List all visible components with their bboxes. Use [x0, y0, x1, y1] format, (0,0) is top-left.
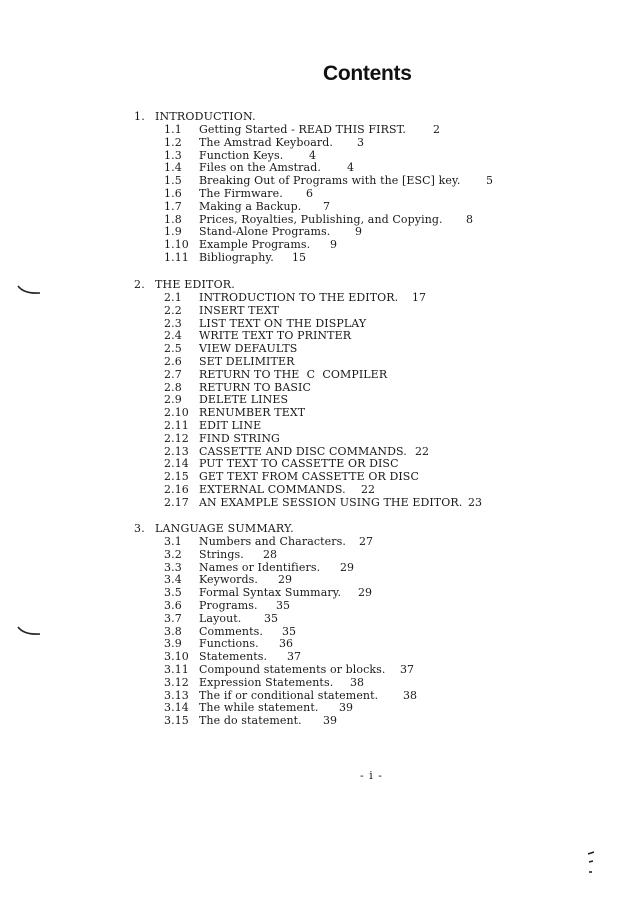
entry-title: RETURN TO THE C COMPILER	[199, 367, 388, 381]
toc-entry	[0, 419, 633, 432]
entry-page-number: 36	[279, 637, 293, 651]
entry-number: 1.2	[164, 135, 182, 149]
toc-entry	[0, 406, 633, 419]
toc-entry	[0, 304, 633, 317]
entry-title: Compound statements or blocks.	[199, 663, 386, 676]
entry-page-number: 37	[287, 650, 301, 664]
entry-page-number: 4	[347, 161, 354, 175]
toc-entry	[0, 483, 633, 496]
section-title: THE EDITOR.	[155, 278, 235, 291]
toc-entry	[0, 317, 633, 330]
toc-entry	[0, 650, 633, 663]
entry-number: 2.13	[164, 444, 189, 458]
entry-number: 3.10	[164, 650, 189, 664]
entry-number: 2.10	[164, 406, 189, 420]
entry-page-number: 29	[340, 560, 354, 574]
entry-number: 2.12	[164, 431, 189, 445]
section-title: INTRODUCTION.	[155, 110, 256, 123]
entry-title: Prices, Royalties, Publishing, and Copying.	[199, 212, 443, 226]
section-number: 1.	[134, 110, 145, 123]
entry-title: Bibliography.	[199, 251, 274, 264]
entry-page-number: 15	[292, 251, 306, 264]
entry-page-number: 35	[264, 611, 278, 625]
entry-page-number: 29	[358, 586, 372, 600]
entry-page-number: 39	[323, 714, 337, 728]
page-title: Contents	[323, 62, 412, 85]
entry-title: EDIT LINE	[199, 419, 262, 432]
entry-title: Layout.	[199, 611, 242, 625]
entry-title: Formal Syntax Summary.	[199, 586, 342, 600]
entry-number: 1.6	[164, 187, 182, 200]
entry-number: 2.15	[164, 470, 189, 484]
toc-entry	[0, 225, 633, 238]
entry-page-number: 23	[468, 495, 482, 509]
entry-number: 3.12	[164, 675, 189, 689]
entry-page-number: 38	[350, 675, 364, 689]
entry-number: 3.14	[164, 701, 189, 715]
binder-mark-icon	[16, 284, 42, 296]
entry-page-number: 2	[433, 123, 440, 136]
entry-number: 3.7	[164, 611, 182, 625]
entry-number: 2.16	[164, 483, 189, 496]
toc-entry	[0, 535, 633, 548]
entry-title: VIEW DEFAULTS	[199, 342, 298, 356]
entry-page-number: 4	[309, 148, 316, 162]
entry-number: 2.6	[164, 355, 182, 368]
toc-entry	[0, 470, 633, 483]
entry-title: Keywords.	[199, 573, 259, 587]
toc-entry	[0, 663, 633, 676]
entry-page-number: 9	[330, 238, 337, 252]
entry-title: The do statement.	[199, 714, 302, 728]
entry-page-number: 38	[403, 688, 417, 702]
toc-entry	[0, 599, 633, 612]
entry-title: Files on the Amstrad.	[199, 161, 321, 175]
section-number: 3.	[134, 522, 145, 535]
entry-title: Numbers and Characters.	[199, 535, 346, 548]
toc-entry	[0, 612, 633, 625]
entry-page-number: 35	[282, 624, 296, 638]
entry-title: Programs.	[199, 599, 258, 612]
entry-title: Example Programs.	[199, 238, 311, 252]
entry-number: 2.1	[164, 291, 182, 304]
toc-entry	[0, 161, 633, 174]
toc-entry	[0, 251, 633, 264]
toc-entry	[0, 637, 633, 650]
entry-title: PUT TEXT TO CASSETTE OR DISC	[199, 457, 399, 471]
toc-entry	[0, 714, 633, 727]
entry-page-number: 3	[357, 135, 364, 149]
entry-number: 1.7	[164, 199, 182, 213]
entry-number: 3.5	[164, 586, 182, 600]
entry-page-number: 9	[355, 225, 362, 239]
entry-title: EXTERNAL COMMANDS.	[199, 483, 346, 496]
entry-page-number: 37	[400, 663, 414, 676]
toc-entry	[0, 368, 633, 381]
toc-entry	[0, 561, 633, 574]
toc-entry	[0, 174, 633, 187]
entry-number: 1.4	[164, 161, 182, 175]
entry-page-number: 22	[415, 444, 429, 458]
entry-page-number: 7	[323, 199, 330, 213]
entry-number: 1.9	[164, 225, 182, 239]
toc-entry	[0, 381, 633, 394]
entry-title: FIND STRING	[199, 431, 280, 445]
toc-entry	[0, 342, 633, 355]
entry-number: 2.8	[164, 380, 182, 394]
entry-title: Functions.	[199, 637, 259, 651]
entry-title: The if or conditional statement.	[199, 688, 379, 702]
toc-entry	[0, 355, 633, 368]
entry-number: 3.11	[164, 663, 189, 676]
entry-number: 2.7	[164, 367, 182, 381]
entry-number: 3.13	[164, 688, 189, 702]
entry-title: AN EXAMPLE SESSION USING THE EDITOR.	[199, 495, 463, 509]
entry-title: Expression Statements.	[199, 675, 334, 689]
entry-title: WRITE TEXT TO PRINTER	[199, 329, 352, 343]
entry-title: INSERT TEXT	[199, 303, 280, 317]
toc-entry	[0, 676, 633, 689]
entry-page-number: 5	[486, 174, 493, 188]
toc-entry	[0, 149, 633, 162]
entry-title: RENUMBER TEXT	[199, 406, 306, 420]
toc-entry	[0, 548, 633, 561]
entry-page-number: 17	[412, 291, 426, 304]
entry-number: 3.6	[164, 599, 182, 612]
entry-title: DELETE LINES	[199, 393, 289, 407]
toc-entry	[0, 213, 633, 226]
entry-page-number: 35	[276, 599, 290, 612]
entry-title: INTRODUCTION TO THE EDITOR.	[199, 291, 399, 304]
toc-entry	[0, 586, 633, 599]
toc-entry	[0, 393, 633, 406]
entry-number: 1.10	[164, 238, 189, 252]
toc-entry	[0, 291, 633, 304]
entry-page-number: 29	[278, 573, 292, 587]
entry-title: The while statement.	[199, 701, 319, 715]
toc-entry	[0, 496, 633, 509]
entry-number: 2.4	[164, 329, 182, 343]
entry-title: RETURN TO BASIC	[199, 380, 311, 394]
entry-number: 1.1	[164, 123, 182, 136]
binder-mark-icon	[16, 625, 42, 637]
entry-number: 2.2	[164, 303, 182, 317]
entry-title: Breaking Out of Programs with the [ESC] key.	[199, 174, 461, 188]
section-number: 2.	[134, 278, 145, 291]
entry-number: 2.9	[164, 393, 182, 407]
entry-title: GET TEXT FROM CASSETTE OR DISC	[199, 470, 419, 484]
toc-entry	[0, 329, 633, 342]
entry-title: Getting Started - READ THIS FIRST.	[199, 123, 407, 136]
entry-number: 2.11	[164, 419, 189, 432]
entry-number: 2.5	[164, 342, 182, 356]
entry-title: The Firmware.	[199, 187, 283, 200]
entry-page-number: 27	[359, 535, 373, 548]
section-title: LANGUAGE SUMMARY.	[155, 522, 294, 535]
entry-page-number: 22	[361, 483, 375, 496]
toc-entry	[0, 573, 633, 586]
toc-entry	[0, 200, 633, 213]
toc-entry	[0, 238, 633, 251]
entry-number: 3.4	[164, 573, 182, 587]
entry-page-number: 6	[306, 187, 313, 200]
entry-title: CASSETTE AND DISC COMMANDS.	[199, 444, 407, 458]
entry-page-number: 8	[466, 212, 473, 226]
entry-title: Stand-Alone Programs.	[199, 225, 331, 239]
entry-page-number: 28	[263, 547, 277, 561]
entry-number: 2.3	[164, 316, 182, 330]
entry-title: LIST TEXT ON THE DISPLAY	[199, 316, 367, 330]
entry-number: 1.5	[164, 174, 182, 188]
entry-title: Strings.	[199, 547, 244, 561]
entry-number: 3.9	[164, 637, 182, 651]
toc-entry	[0, 432, 633, 445]
toc-entry	[0, 689, 633, 702]
entry-title: SET DELIMITER	[199, 355, 295, 368]
toc-entry	[0, 123, 633, 136]
toc-entry	[0, 445, 633, 458]
scan-mark-icon	[586, 850, 596, 878]
entry-number: 1.8	[164, 212, 182, 226]
entry-number: 2.17	[164, 495, 189, 509]
entry-number: 3.8	[164, 624, 182, 638]
entry-number: 2.14	[164, 457, 189, 471]
entry-title: Function Keys.	[199, 148, 284, 162]
page-number-footer: - i -	[360, 769, 383, 782]
toc-entry	[0, 701, 633, 714]
entry-number: 1.11	[164, 251, 189, 264]
toc-entry	[0, 187, 633, 200]
entry-title: Statements.	[199, 650, 268, 664]
toc-entry	[0, 625, 633, 638]
toc-entry	[0, 457, 633, 470]
toc-entry	[0, 136, 633, 149]
entry-page-number: 39	[339, 701, 353, 715]
entry-number: 3.2	[164, 547, 182, 561]
entry-title: The Amstrad Keyboard.	[199, 135, 333, 149]
entry-number: 3.15	[164, 714, 189, 728]
entry-number: 3.1	[164, 535, 182, 548]
entry-title: Comments.	[199, 624, 263, 638]
entry-number: 3.3	[164, 560, 182, 574]
entry-number: 1.3	[164, 148, 182, 162]
entry-title: Names or Identifiers.	[199, 560, 321, 574]
entry-title: Making a Backup.	[199, 199, 302, 213]
